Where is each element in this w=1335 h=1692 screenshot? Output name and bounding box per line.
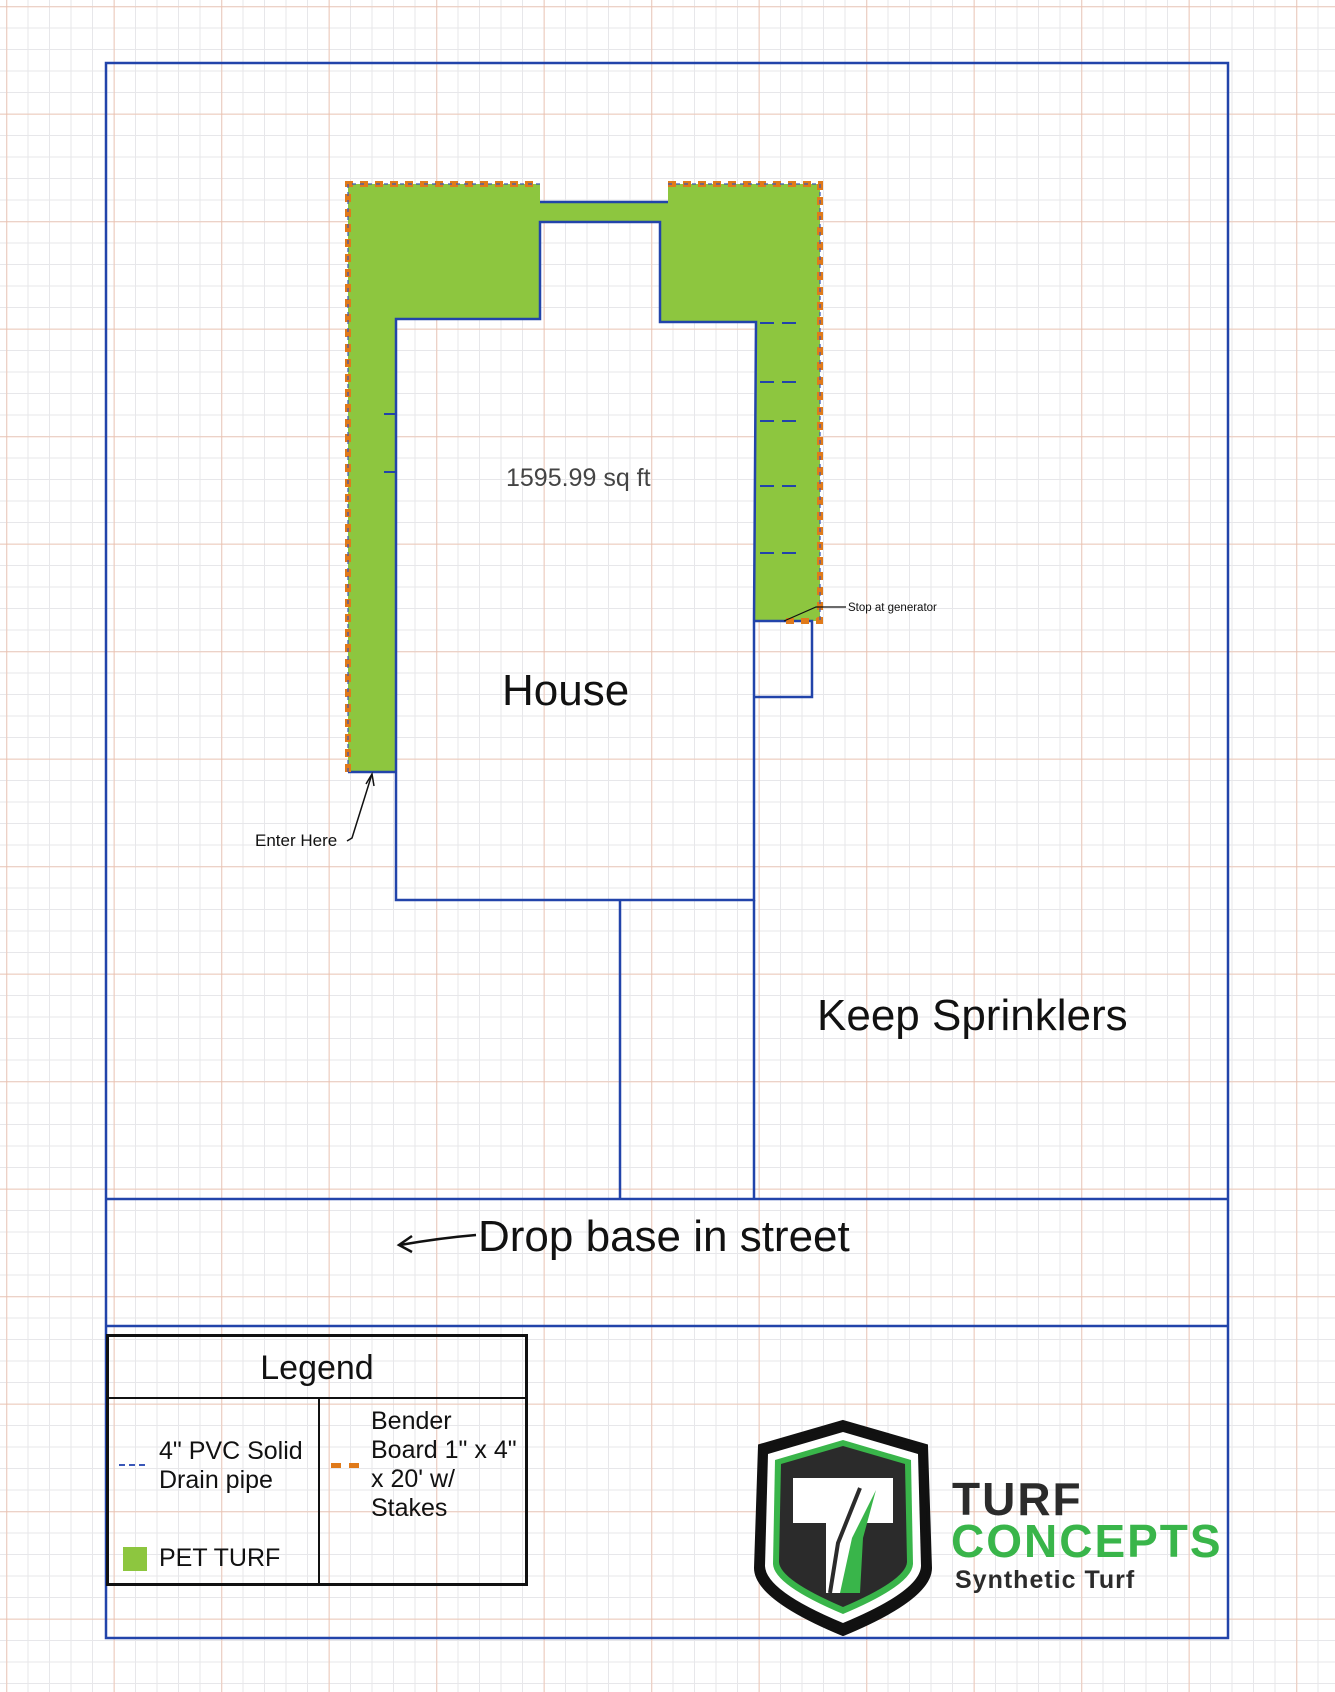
legend-box [106, 1334, 528, 1586]
bender-line2: Board 1" x 4" [371, 1436, 517, 1464]
pet-turf-swatch [123, 1547, 147, 1571]
shield-logo-icon [748, 1418, 938, 1638]
area-label: 1595.99 sq ft [506, 464, 651, 492]
street-label: Drop base in street [478, 1212, 850, 1261]
keep-sprinklers-label: Keep Sprinklers [817, 991, 1128, 1040]
logo-line2: CONCEPTS [951, 1515, 1223, 1567]
enter-here-label: Enter Here [255, 831, 338, 850]
pet-turf-legend-text: PET TURF [159, 1544, 281, 1572]
logo-line3: Synthetic Turf [955, 1566, 1136, 1594]
bender-board-swatch [331, 1463, 359, 1468]
drain-pipe-legend-text [159, 1437, 303, 1495]
enter-here-leader [347, 774, 372, 841]
logo-line1: TURF [952, 1473, 1083, 1525]
legend-title: Legend [109, 1337, 525, 1399]
legend-divider [318, 1399, 320, 1583]
generator-box [754, 621, 812, 697]
bender-line3: x 20' w/ [371, 1465, 455, 1493]
turf-concepts-logo [748, 1418, 1228, 1638]
house-label: House [502, 666, 630, 715]
house-outline [396, 222, 756, 900]
drain-pipe-line2: Drain pipe [159, 1466, 273, 1494]
drain-pipe-swatch [119, 1464, 145, 1466]
stop-generator-label: Stop at generator [848, 602, 937, 614]
bender-line4: Stakes [371, 1494, 448, 1522]
bender-board-legend-text [371, 1407, 517, 1523]
bender-line1: Bender [371, 1407, 452, 1435]
drain-pipe-line1: 4" PVC Solid [159, 1437, 303, 1465]
